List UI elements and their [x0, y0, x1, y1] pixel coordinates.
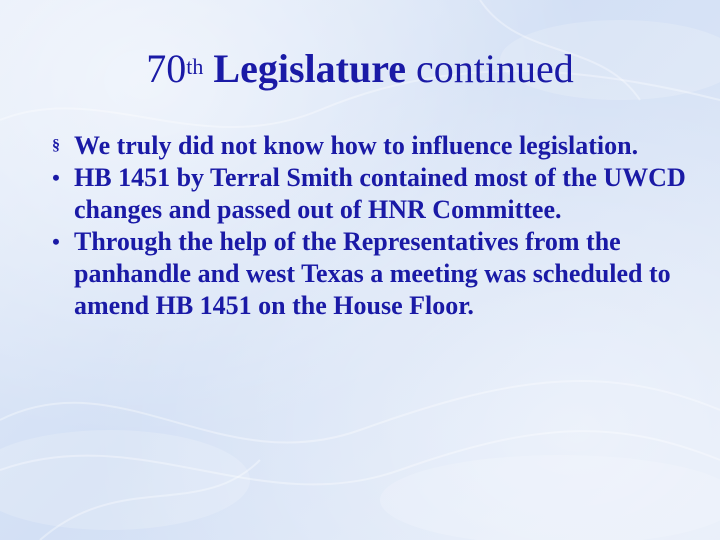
- bullet-text: HB 1451 by Terral Smith contained most of the UWCD changes and passed out of HNR Committee.: [74, 163, 686, 224]
- bullet-item: [40, 226, 690, 322]
- title-bold-part: Legislature: [213, 46, 406, 91]
- title-number: 70: [146, 46, 187, 91]
- title-superscript: th: [186, 54, 204, 79]
- section-marker-icon: §: [52, 137, 60, 154]
- title-normal-part: continued: [415, 46, 574, 91]
- bullet-dot-icon: •: [52, 165, 60, 190]
- bullet-item: [40, 162, 690, 226]
- bullet-item: [40, 130, 690, 162]
- bullet-list: [40, 130, 690, 322]
- bullet-text: We truly did not know how to influence legislation.: [74, 131, 639, 160]
- bullet-dot-icon: •: [52, 229, 60, 254]
- slide-title: [0, 44, 720, 94]
- bullet-text: Through the help of the Representatives from the panhandle and west Texas a meeting was scheduled to amend HB 1451 on the House Floor.: [74, 227, 671, 320]
